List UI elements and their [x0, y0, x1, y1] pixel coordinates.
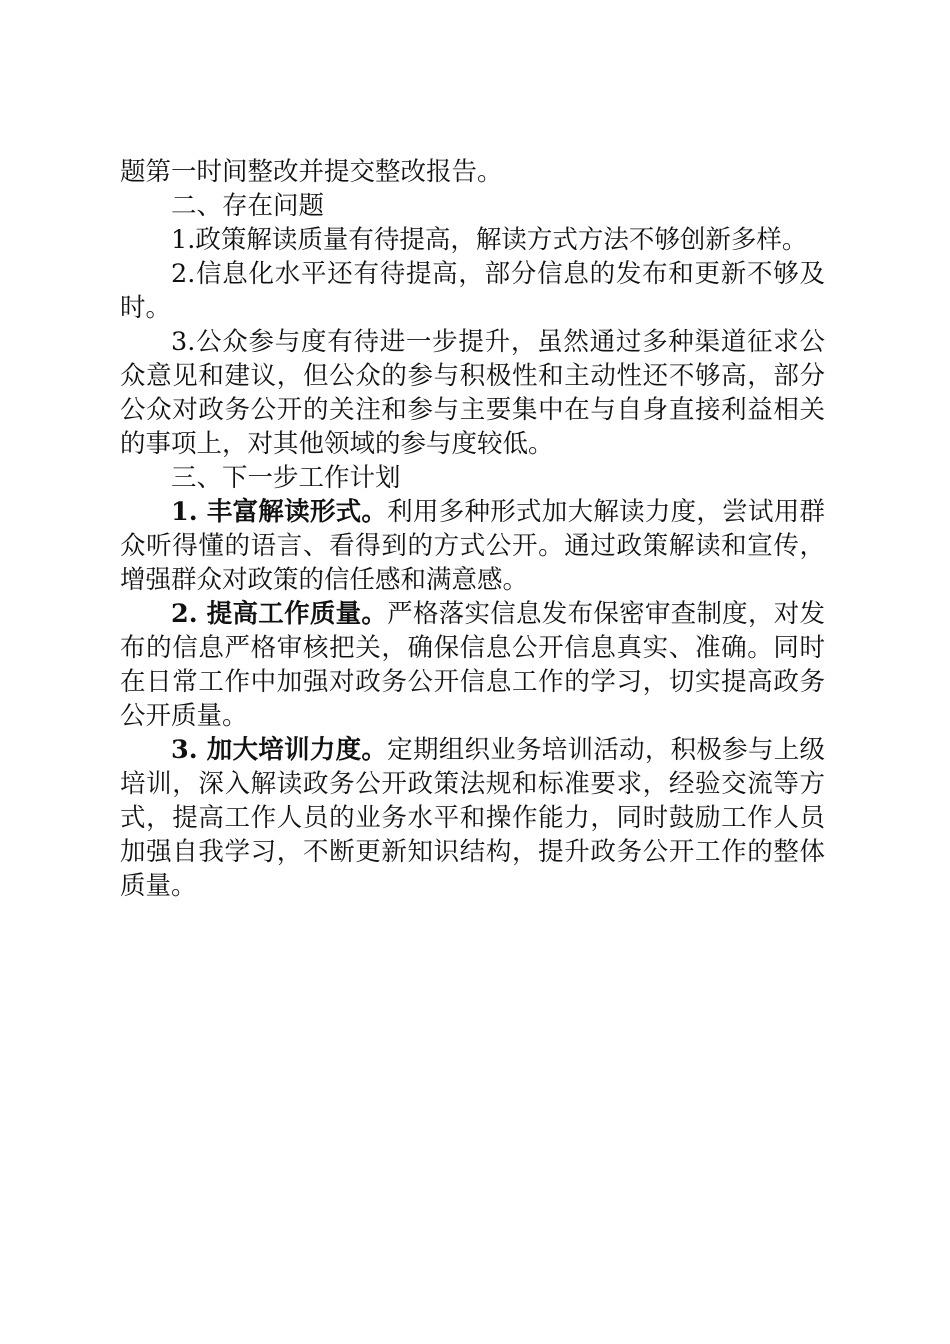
plan-item-1-body: 利用多种形式加大解读力度，尝试用群众听得懂的语言、看得到的方式公开。通过政策解读和宣传，增强群众对政策的信任感和满意感。	[120, 497, 825, 595]
plan-item-1-lead: 1. 丰富解读形式。	[171, 497, 388, 527]
problem-item-2: 2.信息化水平还有待提高，部分信息的发布和更新不够及时。	[120, 259, 825, 323]
plan-item-1	[120, 495, 825, 597]
problem-item-1: 1.政策解读质量有待提高，解读方式方法不够创新多样。	[171, 225, 808, 255]
paragraph-continuation: 题第一时间整改并提交整改报告。	[120, 157, 503, 187]
problem-item-3: 3.公众参与度有待进一步提升，虽然通过多种渠道征求公众意见和建议，但公众的参与积极性和主动性还不够高，部分公众对政务公开的关注和参与主要集中在与自身直接利益相关的事项上，对其他领域的参与度较低。	[120, 327, 825, 459]
plan-item-2	[120, 597, 825, 733]
plan-item-3	[120, 733, 825, 903]
document-body	[120, 155, 825, 903]
section-heading-next-plan: 三、下一步工作计划	[171, 463, 401, 493]
plan-item-3-lead: 3. 加大培训力度。	[171, 735, 388, 765]
plan-item-2-lead: 2. 提高工作质量。	[171, 599, 388, 629]
plan-item-3-body: 定期组织业务培训活动，积极参与上级培训，深入解读政务公开政策法规和标准要求，经验交流等方式，提高工作人员的业务水平和操作能力，同时鼓励工作人员加强自我学习，不断更新知识结构，提升政务公开工作的整体质量。	[120, 735, 825, 901]
plan-item-2-body: 严格落实信息发布保密审查制度，对发布的信息严格审核把关，确保信息公开信息真实、准确。同时在日常工作中加强对政务公开信息工作的学习，切实提高政务公开质量。	[120, 599, 825, 731]
section-heading-problems: 二、存在问题	[171, 191, 325, 221]
